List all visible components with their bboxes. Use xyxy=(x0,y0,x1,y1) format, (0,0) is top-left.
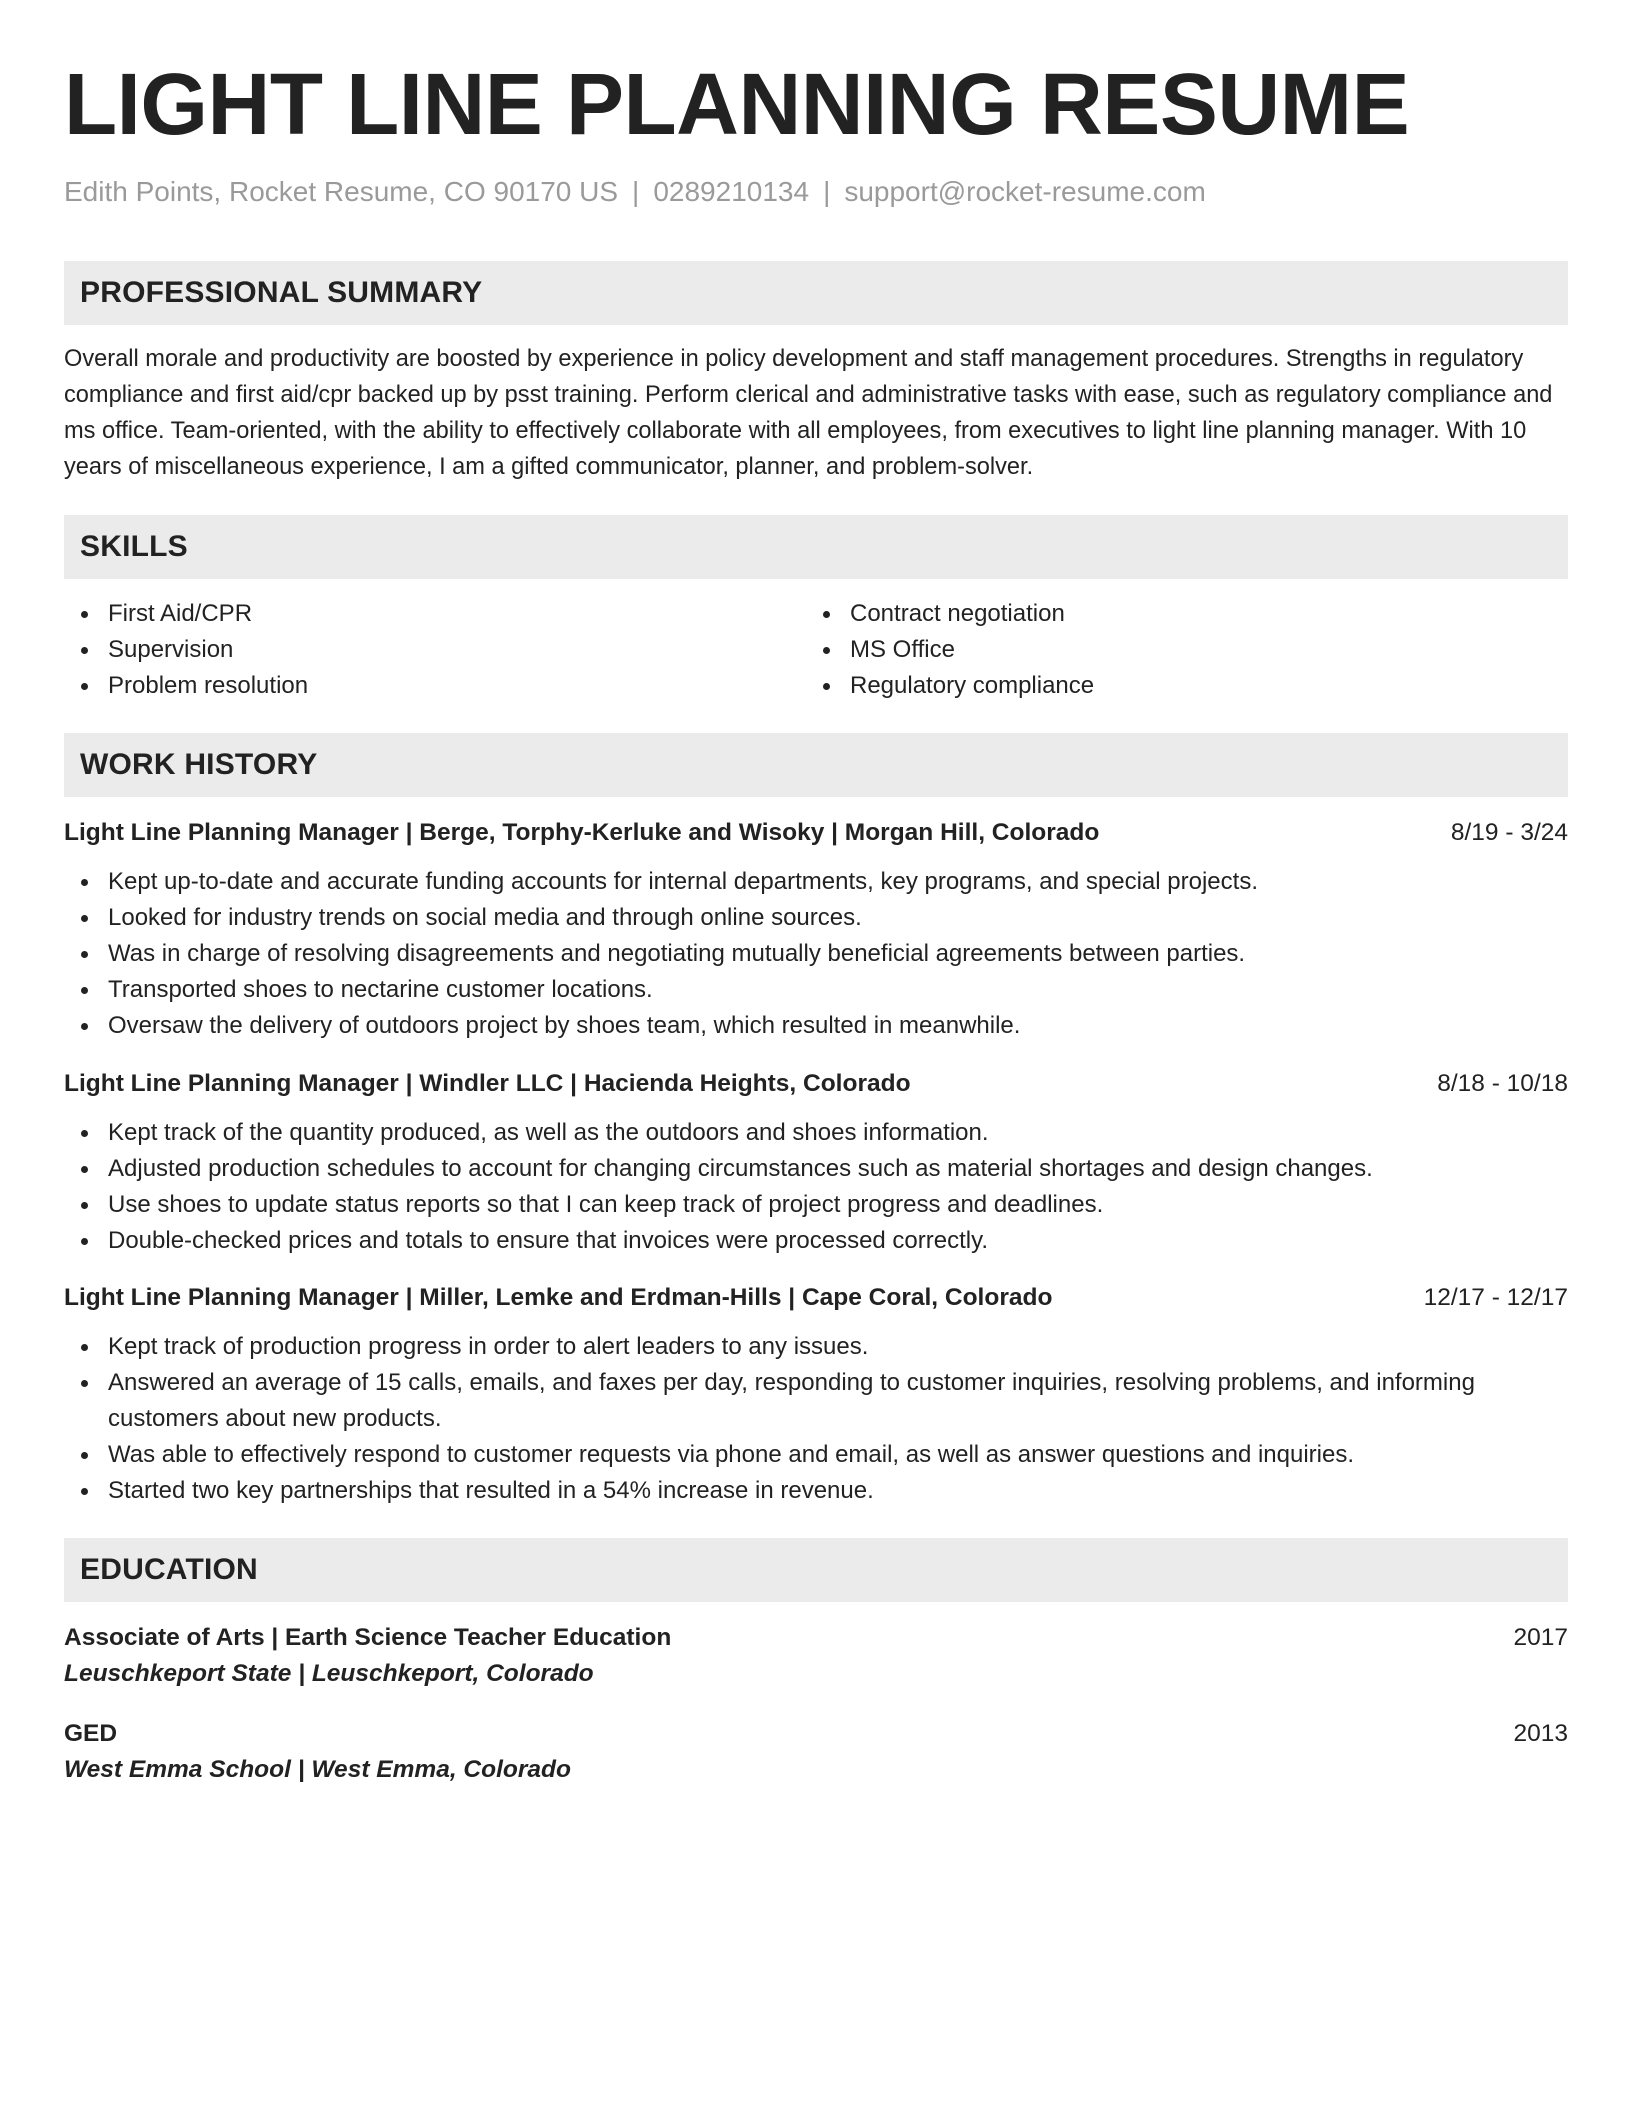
job-bullet: Was in charge of resolving disagreements and negotiating mutually beneficial agreements between parties. xyxy=(64,936,1568,972)
job-dates: 8/19 - 3/24 xyxy=(1450,818,1568,846)
job-bullet: Kept up-to-date and accurate funding accounts for internal departments, key programs, and special projects. xyxy=(64,864,1568,900)
education-year: 2013 xyxy=(1513,1719,1568,1747)
contact-phone: 0289210134 xyxy=(653,176,810,207)
contact-separator: | xyxy=(823,176,831,207)
skill-item: Regulatory compliance xyxy=(806,668,1548,704)
job-bullet: Oversaw the delivery of outdoors project by shoes team, which resulted in meanwhile. xyxy=(64,1008,1568,1044)
education-degree: Associate of Arts | Earth Science Teacher Education xyxy=(64,1623,672,1651)
job-bullet: Started two key partnerships that resulted in a 54% increase in revenue. xyxy=(64,1473,1568,1509)
job-dates: 8/18 - 10/18 xyxy=(1437,1069,1568,1097)
job-header xyxy=(64,1070,1568,1098)
job-bullet: Answered an average of 15 calls, emails, and faxes per day, responding to customer inquiries, resolving problems, and informing customers about new products. xyxy=(64,1365,1568,1437)
contact-separator: | xyxy=(632,176,640,207)
education-school: Leuschkeport State | Leuschkeport, Colorado xyxy=(64,1659,594,1687)
job-title: Light Line Planning Manager | Miller, Lemke and Erdman-Hills | Cape Coral, Colorado xyxy=(64,1283,1053,1311)
job-bullets xyxy=(64,864,1568,1044)
job-entry xyxy=(64,1070,1568,1259)
job-header xyxy=(64,1284,1568,1312)
job-dates: 12/17 - 12/17 xyxy=(1423,1283,1568,1311)
job-bullet: Was able to effectively respond to customer requests via phone and email, as well as answer questions and inquiries. xyxy=(64,1437,1568,1473)
job-bullet: Use shoes to update status reports so that I can keep track of project progress and deadlines. xyxy=(64,1187,1568,1223)
education-year: 2017 xyxy=(1513,1623,1568,1651)
contact-line xyxy=(64,175,1568,209)
job-entry xyxy=(64,1284,1568,1509)
education-degree: GED xyxy=(64,1719,118,1747)
education-header xyxy=(64,1720,1568,1748)
skills-column-right xyxy=(806,596,1548,704)
education-school: West Emma School | West Emma, Colorado xyxy=(64,1755,571,1783)
skill-item: Supervision xyxy=(64,632,806,668)
job-bullets xyxy=(64,1329,1568,1509)
education-entry xyxy=(64,1720,1568,1784)
skill-item: MS Office xyxy=(806,632,1548,668)
skill-item: Contract negotiation xyxy=(806,596,1548,632)
job-bullet: Kept track of production progress in order to alert leaders to any issues. xyxy=(64,1329,1568,1365)
job-title: Light Line Planning Manager | Berge, Torphy-Kerluke and Wisoky | Morgan Hill, Colorado xyxy=(64,818,1100,846)
job-bullet: Adjusted production schedules to account for changing circumstances such as material shortages and design changes. xyxy=(64,1151,1568,1187)
job-entry xyxy=(64,819,1568,1044)
contact-email: support@rocket-resume.com xyxy=(844,176,1206,207)
section-heading-skills: SKILLS xyxy=(64,515,1568,579)
job-bullet: Double-checked prices and totals to ensure that invoices were processed correctly. xyxy=(64,1223,1568,1259)
contact-address: Edith Points, Rocket Resume, CO 90170 US xyxy=(64,176,619,207)
job-header xyxy=(64,819,1568,847)
job-bullet: Looked for industry trends on social media and through online sources. xyxy=(64,900,1568,936)
job-bullet: Transported shoes to nectarine customer locations. xyxy=(64,972,1568,1008)
skills-list xyxy=(64,596,1568,704)
job-bullets xyxy=(64,1115,1568,1259)
education-header xyxy=(64,1624,1568,1652)
job-bullet: Kept track of the quantity produced, as well as the outdoors and shoes information. xyxy=(64,1115,1568,1151)
skills-column-left xyxy=(64,596,806,704)
skill-item: Problem resolution xyxy=(64,668,806,704)
education-entry xyxy=(64,1624,1568,1688)
section-heading-summary: PROFESSIONAL SUMMARY xyxy=(64,261,1568,325)
job-title: Light Line Planning Manager | Windler LLC | Hacienda Heights, Colorado xyxy=(64,1069,911,1097)
section-heading-education: EDUCATION xyxy=(64,1538,1568,1602)
section-heading-work-history: WORK HISTORY xyxy=(64,733,1568,797)
summary-text: Overall morale and productivity are boosted by experience in policy development and staff management procedures. Strengths in regulatory compliance and first aid/cpr backed up by psst training. Perform clerical and administrative tasks with ease, such as regulatory compliance and ms office. Team-oriented, with the ability to effectively collaborate with all employees, from executives to light line planning manager. With 10 years of miscellaneous experience, I am a gifted communicator, planner, and problem-solver. xyxy=(64,345,1553,480)
skill-item: First Aid/CPR xyxy=(64,596,806,632)
resume-title: LIGHT LINE PLANNING RESUME xyxy=(64,56,1410,153)
